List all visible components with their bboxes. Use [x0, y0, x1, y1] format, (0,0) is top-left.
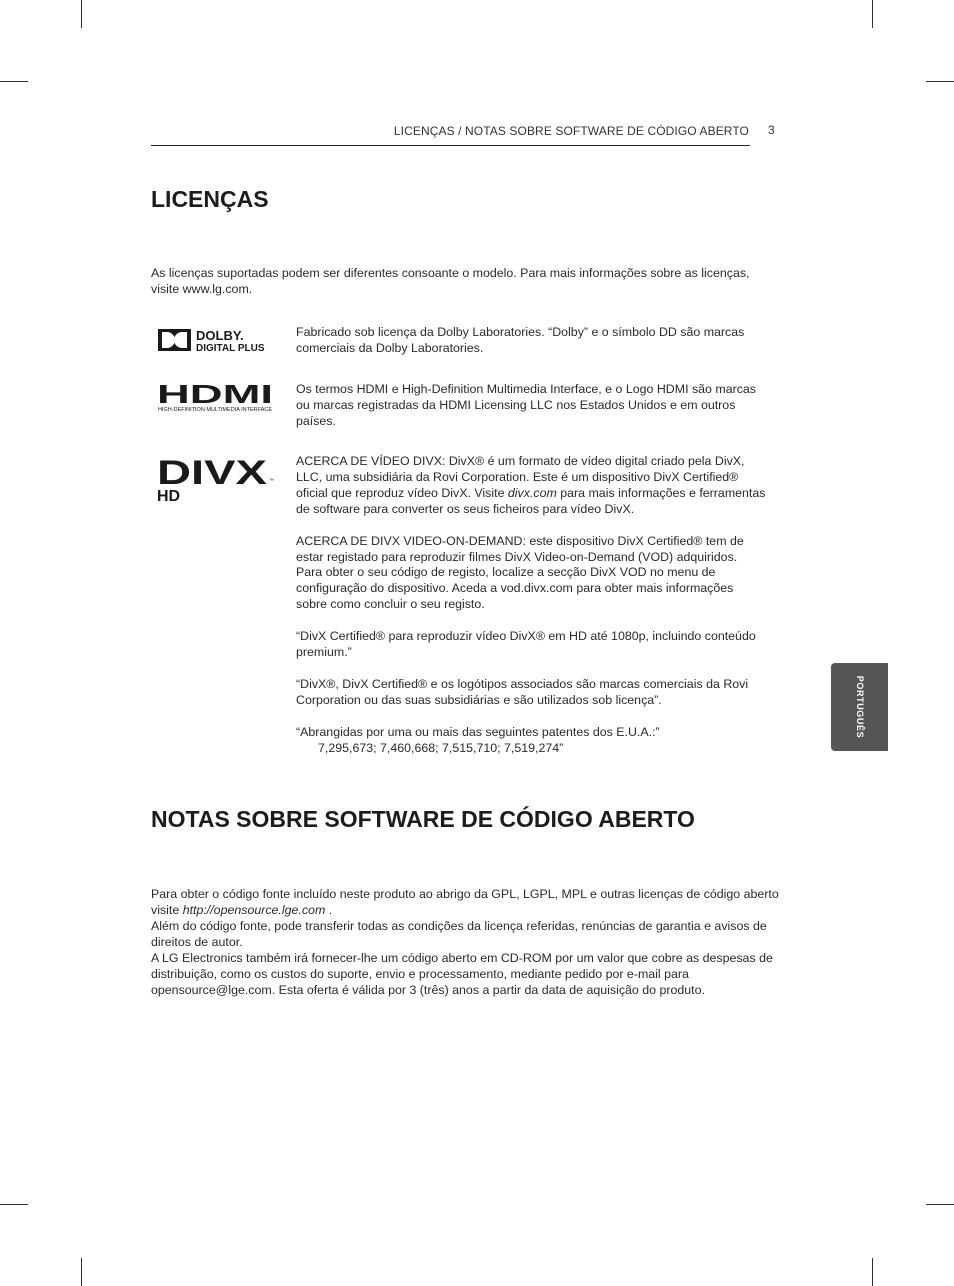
opensource-link: http://opensource.lge.com	[182, 903, 326, 917]
dolby-license-text: Fabricado sob licença da Dolby Laboratories. “Dolby” e o símbolo DD são marcas comerciais da Dolby Laboratories.	[296, 325, 745, 355]
open-source-line: A LG Electronics também irá fornecer-lhe um código aberto em CD-ROM por um valor que cobre as despesas de distribuição, como os custos do suporte, envio e processamento, mediante pedido por e-mail para opensource@lge.com. Esta oferta é válida por 3 (três) anos a partir da data de aquisição do produto.	[151, 951, 773, 997]
dolby-logo-sub: DIGITAL PLUS	[196, 343, 265, 353]
divx-certified-paragraph: “DivX Certified® para reproduzir vídeo DivX® em HD até 1080p, incluindo conteúdo premium.”	[296, 629, 756, 660]
divx-logo-sub: HD	[157, 488, 181, 504]
divx-license-text	[296, 454, 766, 757]
open-source-line: Além do código fonte, pode transferir todas as condições da licença referidas, renúncias de garantia e avisos de direitos de autor.	[151, 919, 767, 949]
open-source-line: Para obter o código fonte incluído neste produto ao abrigo da GPL, LGPL, MPL e outras licenças de código aberto visite http://opensource.lge.com .	[151, 887, 779, 917]
divx-logo-word: DIVX	[157, 454, 268, 492]
header-rule	[151, 145, 750, 146]
dolby-logo-word: DOLBY.	[196, 328, 244, 343]
divx-paragraph: ACERCA DE VÍDEO DIVX: DivX® é um formato de vídeo digital criado pela DivX, LLC, uma subsidiária da Rovi Corporation. Este é um dispositivo DivX Certified® oficial que reproduz vídeo DivX. Visite divx.com para mais informações e ferramentas de software para converter os seus ficheiros para vídeo DivX.	[296, 454, 766, 516]
divx-trademark-paragraph: “DivX®, DivX Certified® e os logótipos associados são marcas comerciais da Rovi Corporation ou das suas subsidiárias e são utilizados sob licença”.	[296, 676, 749, 707]
hdmi-license-text: Os termos HDMI e High-Definition Multimedia Interface, e o Logo HDMI são marcas ou marcas registradas da HDMI Licensing LLC nos Estados Unidos e em outros países.	[296, 382, 756, 428]
crop-mark	[926, 81, 954, 82]
divx-hd-logo	[157, 454, 279, 504]
crop-mark	[872, 0, 873, 28]
divx-patents-paragraph: “Abrangidas por uma ou mais das seguintes patentes dos E.U.A.:” 7,295,673; 7,460,668; 7,515,710; 7,519,274”	[296, 724, 660, 755]
page-number: 3	[768, 123, 775, 137]
hdmi-logo-sub: HIGH-DEFINITION MULTIMEDIA INTERFACE	[158, 407, 273, 413]
dolby-digital-plus-logo	[157, 327, 279, 353]
language-tab-label: PORTUGUÊS	[854, 675, 865, 739]
crop-mark	[872, 1258, 873, 1286]
divx-logo-tm: ™	[269, 478, 274, 484]
crop-mark	[0, 1204, 28, 1205]
running-header: LICENÇAS / NOTAS SOBRE SOFTWARE DE CÓDIGO ABERTO	[393, 124, 749, 138]
crop-mark	[0, 81, 28, 82]
licenses-intro: As licenças suportadas podem ser diferentes consoante o modelo. Para mais informações sobre as licenças, visite www.lg.com.	[151, 266, 750, 296]
open-source-heading: NOTAS SOBRE SOFTWARE DE CÓDIGO ABERTO	[151, 806, 695, 832]
crop-mark	[81, 0, 82, 28]
language-tab	[831, 663, 888, 751]
hdmi-logo-word: HDMI	[157, 382, 273, 409]
divx-link: divx.com	[507, 485, 557, 500]
crop-mark	[926, 1204, 954, 1205]
licenses-heading: LICENÇAS	[151, 186, 269, 212]
open-source-notice	[151, 886, 779, 998]
hdmi-logo	[157, 382, 277, 414]
divx-vod-paragraph: ACERCA DE DIVX VIDEO-ON-DEMAND: este dispositivo DivX Certified® tem de estar registado para reproduzir filmes DivX Video-on-Demand (VOD) adquiridos. Para obter o seu código de registo, localize a secção DivX VOD no menu de configuração do dispositivo. Aceda a vod.divx.com para obter mais informações sobre como concluir o seu registo.	[296, 533, 744, 612]
crop-mark	[81, 1258, 82, 1286]
